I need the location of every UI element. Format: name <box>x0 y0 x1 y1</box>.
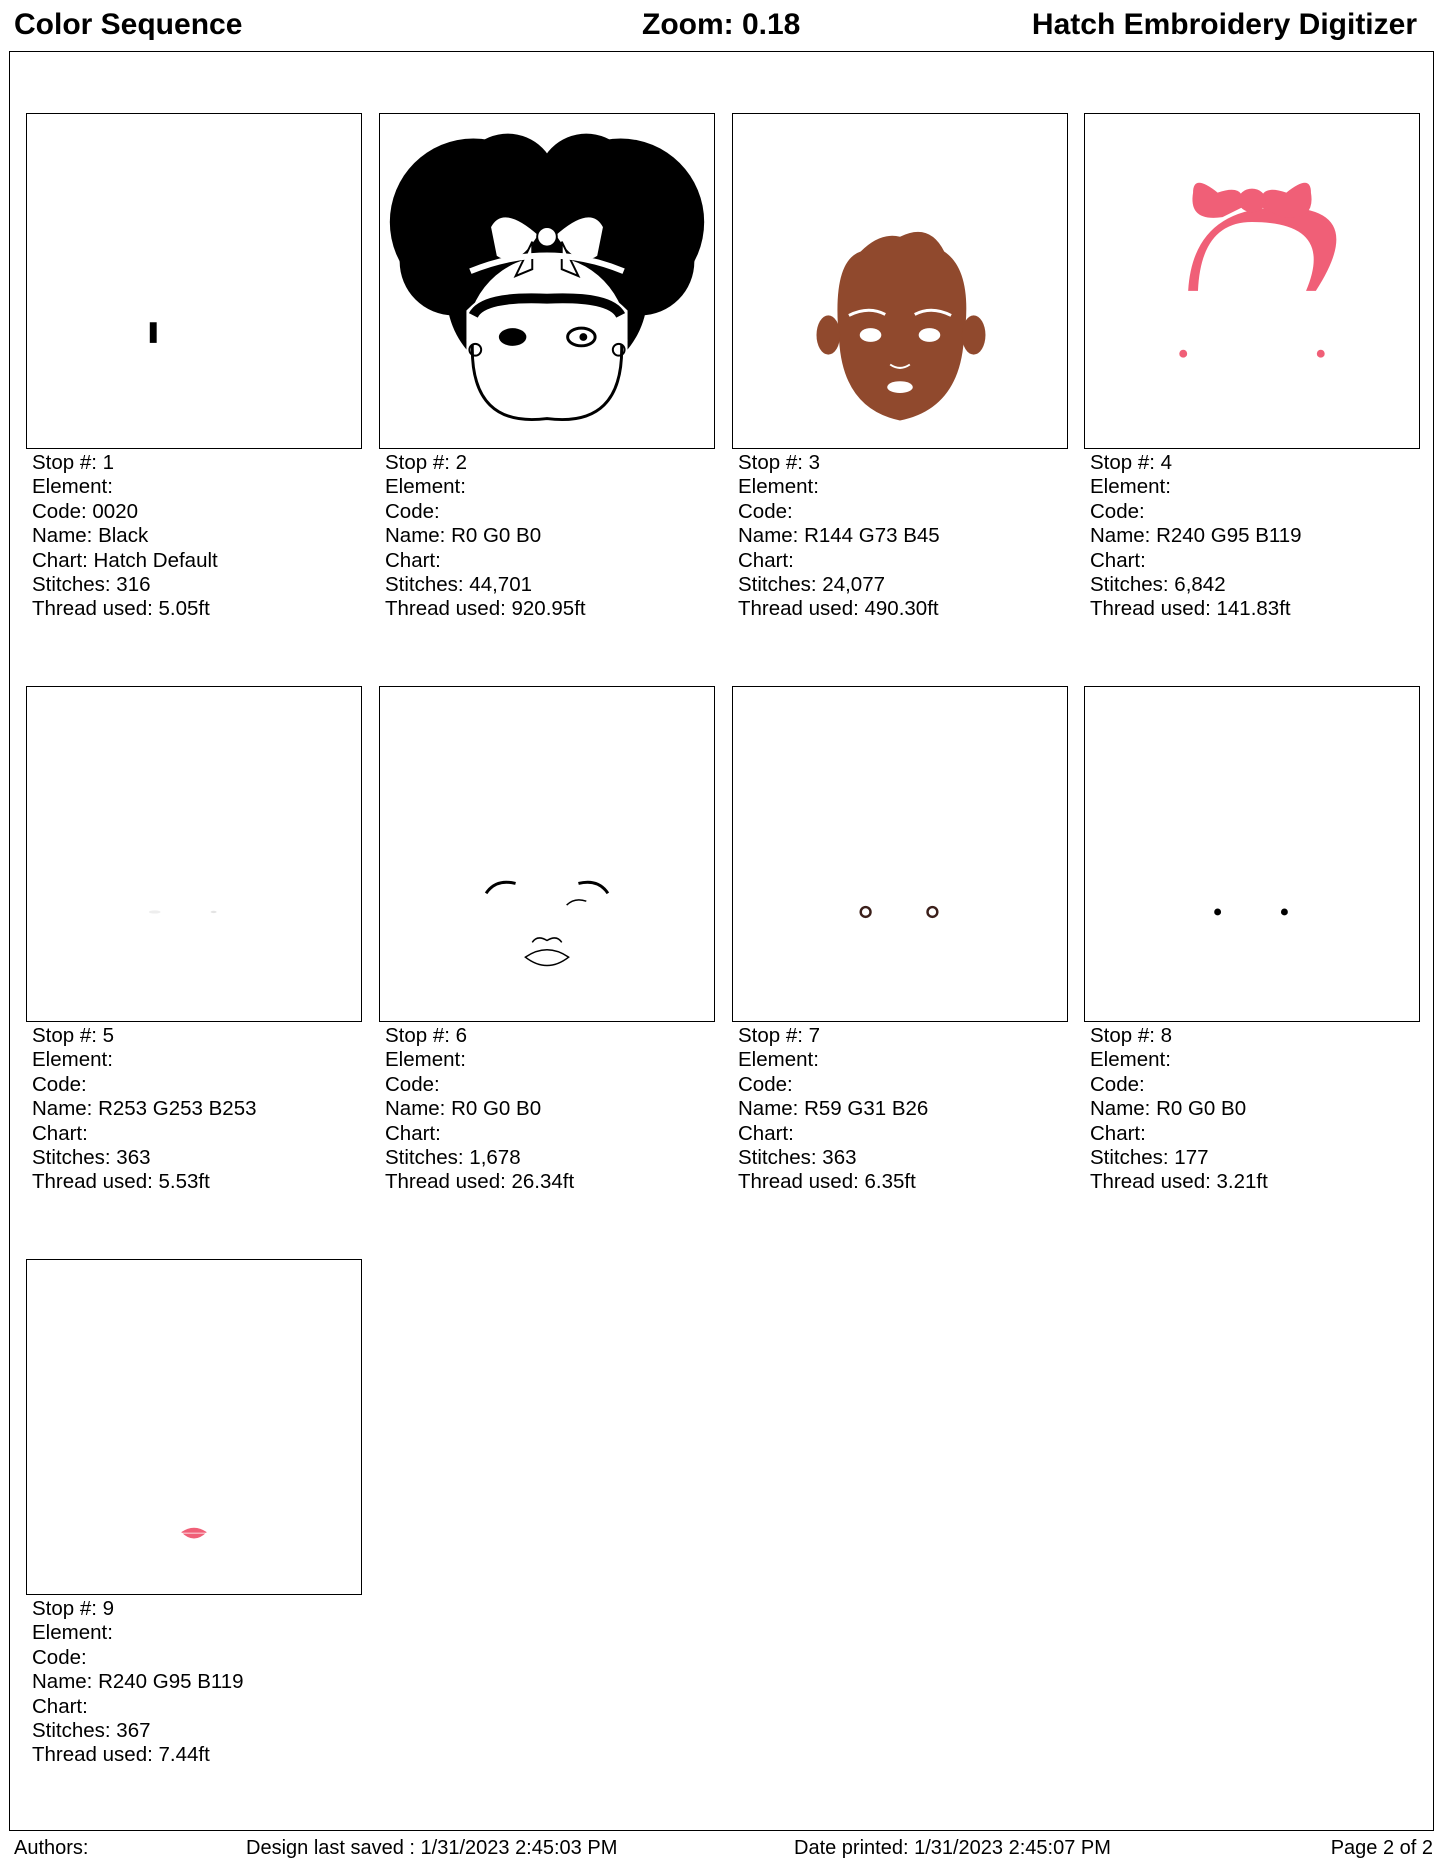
stitch-count: Stitches: 177 <box>1090 1146 1209 1170</box>
chart-label: Chart: <box>385 1121 441 1145</box>
stop-number: Stop #: 2 <box>385 451 468 474</box>
authors-label: Authors: <box>14 1837 89 1859</box>
stitch-count: Stitches: 24,077 <box>738 573 886 597</box>
chart-label: Chart: <box>1090 548 1146 572</box>
stop-info <box>26 1597 362 1768</box>
element-label: Element: <box>738 1048 819 1072</box>
black-mark-icon <box>27 114 361 448</box>
chart-label: Chart: <box>738 1121 794 1145</box>
code-label: Code: <box>738 1072 793 1096</box>
color-name: Name: R0 G0 B0 <box>385 524 542 548</box>
code-label: Code: <box>1090 1072 1145 1096</box>
stitch-count: Stitches: 44,701 <box>385 573 533 597</box>
stop-info <box>732 451 1068 622</box>
app-name: Hatch Embroidery Digitizer <box>1031 8 1417 41</box>
stop-info <box>379 1024 715 1195</box>
color-stop-card <box>26 113 362 622</box>
stop-preview-thumbnail <box>26 113 362 449</box>
chart-label: Chart: <box>32 1694 88 1718</box>
stop-number: Stop #: 1 <box>32 451 115 474</box>
code-label: Code: <box>1090 499 1145 523</box>
color-stop-card <box>732 686 1068 1195</box>
color-stop-card <box>1084 113 1420 622</box>
stop-preview-thumbnail <box>26 686 362 1022</box>
stop-preview-thumbnail <box>379 686 715 1022</box>
stitch-count: Stitches: 363 <box>32 1146 151 1170</box>
thread-used: Thread used: 141.83ft <box>1090 597 1291 621</box>
element-label: Element: <box>385 475 466 499</box>
chart-label: Chart: <box>385 548 441 572</box>
element-label: Element: <box>1090 1048 1171 1072</box>
chart-label: Chart: <box>32 1121 88 1145</box>
stop-info <box>379 451 715 622</box>
page-title: Color Sequence <box>14 8 243 41</box>
thread-used: Thread used: 3.21ft <box>1090 1170 1268 1194</box>
thread-used: Thread used: 26.34ft <box>385 1170 575 1194</box>
pupils-icon <box>1085 687 1419 1021</box>
code-label: Code: <box>738 499 793 523</box>
element-label: Element: <box>738 475 819 499</box>
code-label: Code: <box>32 1645 87 1669</box>
thread-used: Thread used: 490.30ft <box>738 597 939 621</box>
stitch-count: Stitches: 316 <box>32 573 151 597</box>
color-name: Name: R59 G31 B26 <box>738 1097 929 1121</box>
stop-number: Stop #: 6 <box>385 1024 468 1047</box>
thread-used: Thread used: 7.44ft <box>32 1743 210 1767</box>
stitch-count: Stitches: 363 <box>738 1146 857 1170</box>
color-stop-card <box>379 113 715 622</box>
stitch-count: Stitches: 1,678 <box>385 1146 521 1170</box>
stop-preview-thumbnail <box>1084 686 1420 1022</box>
design-last-saved: Design last saved : 1/31/2023 2:45:03 PM <box>246 1837 618 1859</box>
stop-number: Stop #: 8 <box>1090 1024 1173 1047</box>
eye-rings-icon <box>733 687 1067 1021</box>
thread-used: Thread used: 920.95ft <box>385 597 586 621</box>
color-stop-card <box>26 686 362 1195</box>
chart-label: Chart: <box>1090 1121 1146 1145</box>
code-label: Code: <box>385 1072 440 1096</box>
stop-info <box>26 1024 362 1195</box>
date-printed: Date printed: 1/31/2023 2:45:07 PM <box>794 1837 1111 1859</box>
color-name: Name: R144 G73 B45 <box>738 524 940 548</box>
color-name: Name: R253 G253 B253 <box>32 1097 257 1121</box>
stop-preview-thumbnail <box>379 113 715 449</box>
stop-preview-thumbnail <box>732 113 1068 449</box>
element-label: Element: <box>385 1048 466 1072</box>
color-stop-card <box>26 1259 362 1768</box>
zoom-level: Zoom: 0.18 <box>642 8 801 41</box>
stop-preview-thumbnail <box>1084 113 1420 449</box>
thread-used: Thread used: 5.05ft <box>32 597 210 621</box>
stop-preview-thumbnail <box>26 1259 362 1595</box>
stop-number: Stop #: 9 <box>32 1597 115 1620</box>
stop-info <box>26 451 362 622</box>
color-stop-card <box>732 113 1068 622</box>
element-label: Element: <box>32 1048 113 1072</box>
code-label: Code: <box>385 499 440 523</box>
color-name: Name: R240 G95 B119 <box>32 1670 244 1694</box>
stitch-count: Stitches: 6,842 <box>1090 573 1226 597</box>
chart-label: Chart: Hatch Default <box>32 548 218 572</box>
stitch-count: Stitches: 367 <box>32 1719 151 1743</box>
element-label: Element: <box>32 475 113 499</box>
code-label: Code: <box>32 1072 87 1096</box>
white-highlights-icon <box>27 687 361 1021</box>
code-label: Code: 0020 <box>32 499 139 523</box>
color-stop-card <box>379 686 715 1195</box>
stop-info <box>1084 451 1420 622</box>
girl-outline-icon <box>380 114 714 448</box>
color-name: Name: R0 G0 B0 <box>385 1097 542 1121</box>
stop-info <box>732 1024 1068 1195</box>
stop-number: Stop #: 3 <box>738 451 821 474</box>
chart-label: Chart: <box>738 548 794 572</box>
face-details-icon <box>380 687 714 1021</box>
color-name: Name: R240 G95 B119 <box>1090 524 1302 548</box>
element-label: Element: <box>32 1621 113 1645</box>
thread-used: Thread used: 5.53ft <box>32 1170 210 1194</box>
page-footer <box>0 1832 1445 1870</box>
stop-number: Stop #: 5 <box>32 1024 115 1047</box>
element-label: Element: <box>1090 475 1171 499</box>
lips-icon <box>27 1260 361 1594</box>
color-name: Name: Black <box>32 524 149 548</box>
face-fill-icon <box>733 114 1067 448</box>
stop-preview-thumbnail <box>732 686 1068 1022</box>
stop-number: Stop #: 7 <box>738 1024 821 1047</box>
color-name: Name: R0 G0 B0 <box>1090 1097 1247 1121</box>
stop-info <box>1084 1024 1420 1195</box>
page-number: Page 2 of 2 <box>1330 1837 1433 1859</box>
pink-bow-icon <box>1085 114 1419 448</box>
thread-used: Thread used: 6.35ft <box>738 1170 916 1194</box>
color-stop-card <box>1084 686 1420 1195</box>
stop-number: Stop #: 4 <box>1090 451 1173 474</box>
